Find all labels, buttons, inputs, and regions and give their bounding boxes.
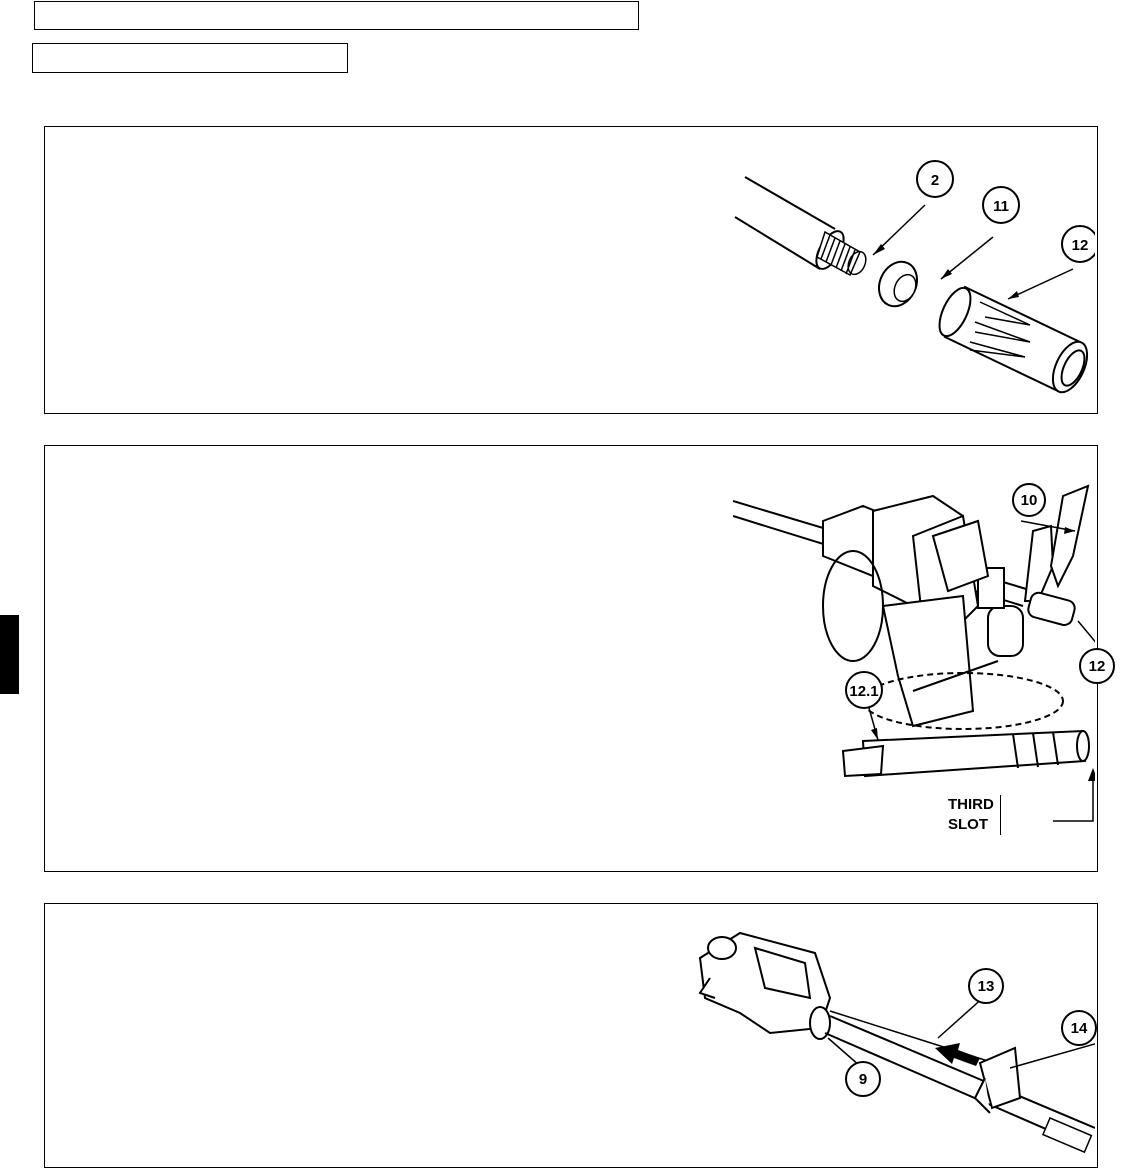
third-slot-line2: SLOT [948, 816, 988, 833]
callout-13 [969, 969, 1003, 1003]
callout-10 [1013, 484, 1045, 516]
svg-text:12: 12 [1088, 658, 1106, 675]
third-slot-line1: THIRD [948, 796, 994, 813]
step-panel-2 [44, 445, 1106, 872]
callout-9 [846, 1062, 880, 1096]
flash-suppressor-exploded-illustration [725, 157, 1095, 397]
step-panel-1 [44, 126, 1098, 414]
svg-text:11: 11 [993, 198, 1009, 215]
header-subtitle-box [32, 43, 348, 73]
callout-12 [1062, 226, 1095, 262]
step-panel-3 [44, 903, 1098, 1168]
section-tab-marker [0, 615, 19, 694]
svg-text:2: 2 [930, 172, 940, 189]
callout-12.1 [846, 672, 882, 708]
svg-text:12: 12 [1071, 237, 1089, 254]
callout-11 [983, 187, 1019, 223]
upper-receiver-barrel-install-illustration [680, 918, 1095, 1158]
callout-14 [1059, 1008, 1099, 1048]
svg-text:12.1: 12.1 [849, 683, 879, 700]
callout-2 [917, 161, 953, 197]
header-title-box [34, 1, 639, 30]
svg-text:9: 9 [858, 1071, 868, 1088]
third-slot-label [948, 795, 1001, 835]
svg-text:10: 10 [1020, 492, 1038, 509]
svg-text:14: 14 [1070, 1020, 1088, 1037]
svg-text:13: 13 [977, 978, 995, 995]
callout-12-circle [1077, 646, 1117, 686]
barrel-vise-wrench-illustration [733, 476, 1095, 846]
